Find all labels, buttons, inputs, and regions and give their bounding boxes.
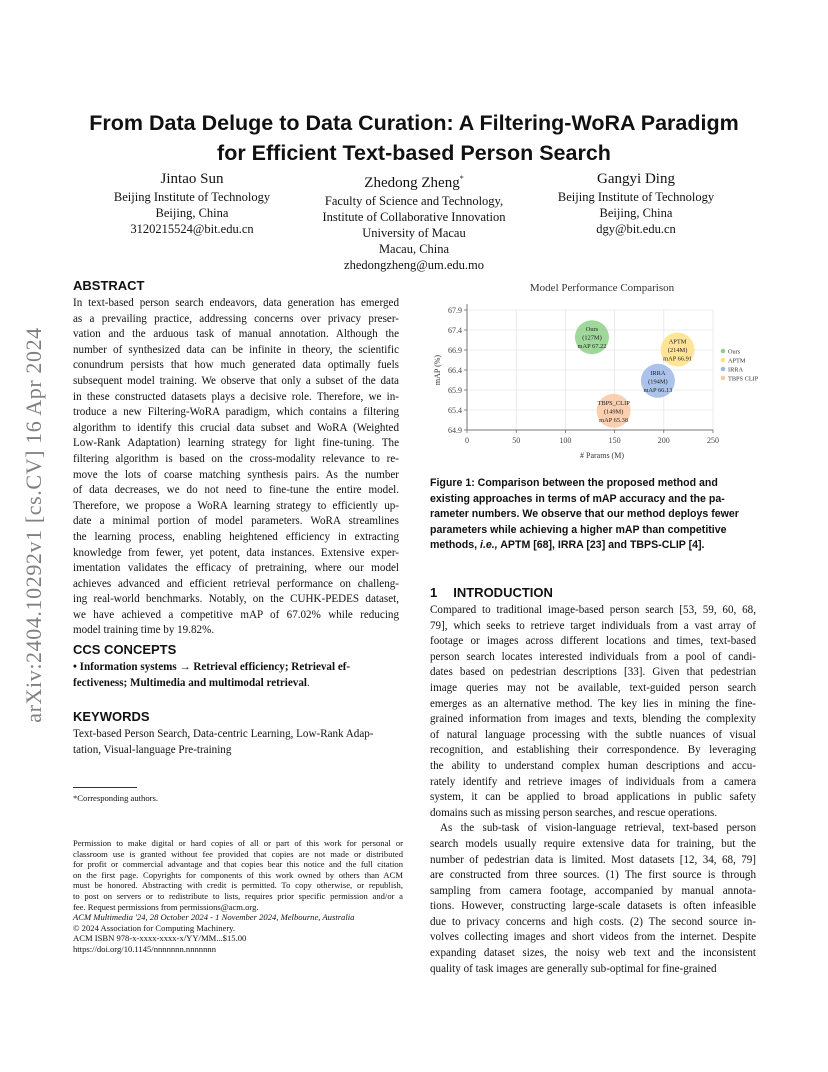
abstract-line: ing real-world benchmarks. Notably, on the CUHK-PEDES dataset, <box>73 593 399 606</box>
intro-line: tions. However, constructing large-scale datasets is often infeasible <box>430 900 756 913</box>
author-name: Gangyi Ding <box>597 171 675 187</box>
intro-line: footage or images across different locations and times, text-based <box>430 635 756 648</box>
doi-line: https://doi.org/10.1145/nnnnnnn.nnnnnnn <box>73 943 216 954</box>
intro-heading-text: INTRODUCTION <box>453 585 553 600</box>
abstract-line: vation and the arduous task of manual annotation. Although the <box>73 328 399 341</box>
abstract-line: we have achieved a competitive mAP of 67.02% while reducing <box>73 608 399 621</box>
intro-line: system, it can be applied to broad applications in public safety <box>430 791 756 804</box>
abstract-line: Therefore, we propose a WoRA learning strategy to efficiently up- <box>73 499 399 512</box>
caption-line: parameters while achieving a higher mAP than competitive <box>430 523 727 536</box>
abstract-line: as a prevailing practice, addressing concerns over privacy preser- <box>73 312 399 325</box>
legend-marker <box>721 358 726 363</box>
permission-line: on the first page. Copyrights for components of this work owned by others than ACM <box>73 869 403 880</box>
legend-entry: TBPS CLIP <box>728 375 759 383</box>
author-affiliation: Faculty of Science and Technology, <box>324 194 504 208</box>
ccs-heading: CCS CONCEPTS <box>73 642 177 657</box>
legend-marker <box>721 349 726 354</box>
intro-line: sampling from camera footage, accompanied by manual annota- <box>430 884 756 897</box>
intro-line: domains such as missing person searches, and rescue operations. <box>430 806 718 819</box>
intro-line: quality of task images are generally sub-optimal for fine-grained <box>430 962 717 975</box>
abstract-line: troduce a new Filtering-WoRA paradigm, which contains a filtering <box>73 406 399 419</box>
copyright-line: © 2024 Association for Computing Machinery. <box>73 922 236 933</box>
data-label: (214M) <box>667 347 688 355</box>
abstract-line: imentation validates the efficacy of pretraining, where our model <box>73 562 399 575</box>
ccs-line-1: • Information systems → Retrieval efficiency; Retrieval ef- <box>73 661 351 673</box>
abstract-text <box>73 296 399 639</box>
abstract-line: date a minimal portion of model parameters. WoRA streamlines <box>73 515 399 528</box>
x-tick-label: 0 <box>465 436 469 445</box>
legend-marker <box>721 367 726 372</box>
arxiv-id: arXiv:2404.10292v1 [cs.CV] 16 Apr 2024 <box>21 327 46 723</box>
corresponding-mark: * <box>459 174 464 183</box>
y-axis-label: mAP (%) <box>433 354 442 386</box>
caption-ie: i.e., <box>480 539 498 551</box>
intro-line: emerges as an alternative method. The key lies in mining the fine- <box>430 697 756 710</box>
permission-line: fee. Request permissions from permissions@acm.org. <box>73 901 259 912</box>
intro-line: number of pedestrian data is limited. Most datasets [12, 34, 68, 79] <box>430 853 756 866</box>
intro-line: expanding dataset sizes, the noisy web text and the inconsistent <box>430 947 756 960</box>
data-label: mAP 66.13 <box>643 386 673 394</box>
x-tick-label: 200 <box>657 436 670 445</box>
y-tick-label: 64.9 <box>448 426 462 435</box>
intro-line: As the sub-task of vision-language retrieval, text-based person <box>440 822 756 835</box>
intro-line: dates based on pedestrian descriptions [33]. Given that pedestrian <box>430 666 756 679</box>
keywords-heading: KEYWORDS <box>73 709 150 724</box>
intro-line: the ability to understand complex human descriptions and accu- <box>430 759 756 772</box>
y-tick-label: 65.9 <box>448 386 462 395</box>
intro-line: of natural language processing with the subtle nuances of visual <box>430 728 756 741</box>
caption-line: Figure 1: Comparison between the proposed method and <box>430 477 718 489</box>
permission-line: for profit or commercial advantage and that copies bear this notice and the full citation <box>73 859 403 870</box>
footnote: *Corresponding authors. <box>73 793 158 803</box>
abstract-line: number of synthesized data can be infinite in theory, the scientific <box>73 343 399 356</box>
abstract-line: move the lots of coarse matching synthesis pairs. As the number <box>73 468 399 481</box>
y-tick-label: 66.9 <box>448 346 462 355</box>
data-label: (149M) <box>603 408 624 416</box>
intro-text <box>430 603 756 977</box>
footnote-rule <box>73 787 137 788</box>
chart-title: Model Performance Comparison <box>529 282 675 294</box>
title-line-2: for Efficient Text-based Person Search <box>217 141 611 165</box>
abstract-line: model training time by 19.82%. <box>73 624 215 637</box>
abstract-line: knowledge from fewer, yet potent, data instances. Extensive exper- <box>73 546 399 559</box>
abstract-line: of data decreases, we do not need to fine-tune the entire model. <box>73 484 399 497</box>
intro-line: due to privacy concerns and high costs. (2) The second source in- <box>430 915 756 928</box>
author-email: 3120215524@bit.edu.cn <box>130 222 254 236</box>
figure-caption <box>430 476 756 554</box>
paper-title <box>40 108 788 168</box>
author-location: Macau, China <box>378 242 450 256</box>
intro-line: search models usually require extensive data for training, but the <box>430 837 756 850</box>
intro-line: image queries may not be available, text-guided person search <box>430 681 756 694</box>
legend-entry: APTM <box>728 357 746 365</box>
isbn-line: ACM ISBN 978-x-xxxx-xxxx-x/YY/MM...$15.00 <box>73 933 247 944</box>
ccs-period: . <box>306 676 310 689</box>
caption-line: APTM [68], IRRA [23] and TBPS-CLIP [4]. <box>497 539 705 551</box>
caption-line: methods, <box>430 539 481 551</box>
data-label: mAP 67.22 <box>577 343 607 351</box>
ccs-line-2: fectiveness; Multimedia and multimodal retrieval <box>73 676 307 689</box>
permission-line: must be honored. Abstracting with credit is permitted. To copy otherwise, or republish, <box>73 880 403 891</box>
x-tick-label: 100 <box>559 436 572 445</box>
x-tick-label: 250 <box>707 436 719 445</box>
data-label: (127M) <box>582 334 602 342</box>
caption-line: rameter numbers. We observe that our method deploys fewer <box>430 508 739 520</box>
y-tick-label: 67.9 <box>448 306 462 315</box>
title-line-1: From Data Deluge to Data Curation: A Filtering-WoRA Paradigm <box>89 111 739 135</box>
intro-heading <box>430 585 553 600</box>
abstract-line: achieves advanced and efficient retrieval performance on challeng- <box>73 577 399 590</box>
author-block-1 <box>92 169 292 237</box>
intro-line: 79], which seeks to retrieve target individuals from a vast array of <box>430 619 756 632</box>
intro-line: person search locates interested individuals from a pool of candi- <box>430 650 756 663</box>
y-tick-label: 67.4 <box>448 326 462 335</box>
author-affiliation: University of Macau <box>362 226 466 240</box>
abstract-line: In text-based person search endeavors, data generation has emerged <box>73 297 399 309</box>
x-tick-label: 150 <box>608 436 621 445</box>
venue-line: ACM Multimedia '24, 28 October 2024 - 1 November 2024, Melbourne, Australia <box>73 912 355 923</box>
author-affiliation: Institute of Collaborative Innovation <box>322 210 506 224</box>
abstract-line: Low-Rank Adaptation) learning strategy for light fine-tuning. The <box>73 437 399 450</box>
abstract-line: filtering algorithm is based on the cross-modality relevance to re- <box>73 452 399 465</box>
intro-line: recognition, and establishing their correspondence. By leveraging <box>430 744 756 757</box>
data-label: mAP 66.91 <box>663 355 693 363</box>
data-label: Ours <box>585 326 599 334</box>
keywords-text <box>73 727 399 758</box>
legend-entry: Ours <box>728 348 741 356</box>
x-tick-label: 50 <box>512 436 521 445</box>
permission-block <box>73 838 403 955</box>
permission-line: classroom use is granted without fee provided that copies are not made or distributed <box>73 848 403 859</box>
data-label: (194M) <box>648 378 668 386</box>
author-name: Zhedong Zheng <box>364 175 460 191</box>
author-location: Beijing, China <box>599 206 673 220</box>
legend-entry: IRRA <box>728 366 744 374</box>
data-label: mAP 65.38 <box>599 416 629 424</box>
abstract-heading: ABSTRACT <box>73 278 145 293</box>
abstract-line: in these constructed datasets plays a decisive role. Therefore, we in- <box>73 390 399 403</box>
intro-line: volves collecting images and short videos from the internet. Despite <box>430 931 756 944</box>
caption-line: existing approaches in terms of mAP accuracy and the pa- <box>430 492 725 505</box>
author-affiliation: Beijing Institute of Technology <box>113 190 271 204</box>
author-email: zhedongzheng@um.edu.mo <box>344 258 484 272</box>
keywords-line-2: tation, Visual-language Pre-training <box>73 743 232 756</box>
author-affiliation: Beijing Institute of Technology <box>557 190 715 204</box>
data-label: TBPS_CLIP <box>597 399 630 407</box>
intro-line: are constructed from three sources. (1) The first source is through <box>430 869 756 882</box>
data-label: IRRA <box>650 369 666 377</box>
abstract-line: conundrum persists that how much generated data optimally fuels <box>73 359 399 372</box>
x-axis-label: # Params (M) <box>580 451 624 460</box>
intro-line: Compared to traditional image-based person search [53, 59, 60, 68, <box>430 604 756 616</box>
permission-line: Permission to make digital or hard copies of all or part of this work for personal or <box>73 838 403 848</box>
author-block-2 <box>304 169 524 273</box>
keywords-line-1: Text-based Person Search, Data-centric Learning, Low-Rank Adap- <box>73 728 374 740</box>
intro-line: grained information from images and texts, blending the complexity <box>430 713 756 726</box>
abstract-line: algorithm to identify this crucial data subset and WoRA (Weighted <box>73 421 399 434</box>
legend-marker <box>721 376 726 381</box>
author-email: dgy@bit.edu.cn <box>596 222 676 236</box>
author-location: Beijing, China <box>155 206 229 220</box>
performance-chart <box>428 276 760 466</box>
y-tick-label: 66.4 <box>448 366 462 375</box>
abstract-line: the learning process, enabling heightened efficiency in extracting <box>73 530 399 543</box>
intro-line: rately identify and retrieve images of individuals from a camera <box>430 775 756 788</box>
arxiv-stamp <box>4 290 64 760</box>
data-label: APTM <box>668 338 687 346</box>
y-tick-label: 65.4 <box>448 406 462 415</box>
abstract-line: subsequent model training. We observe that only a subset of the data <box>73 374 399 387</box>
intro-heading-number: 1 <box>430 585 438 600</box>
author-block-3 <box>536 169 736 237</box>
author-name: Jintao Sun <box>160 171 224 187</box>
ccs-text <box>73 660 399 691</box>
permission-line: to post on servers or to redistribute to lists, requires prior specific permission and/or a <box>73 890 403 901</box>
